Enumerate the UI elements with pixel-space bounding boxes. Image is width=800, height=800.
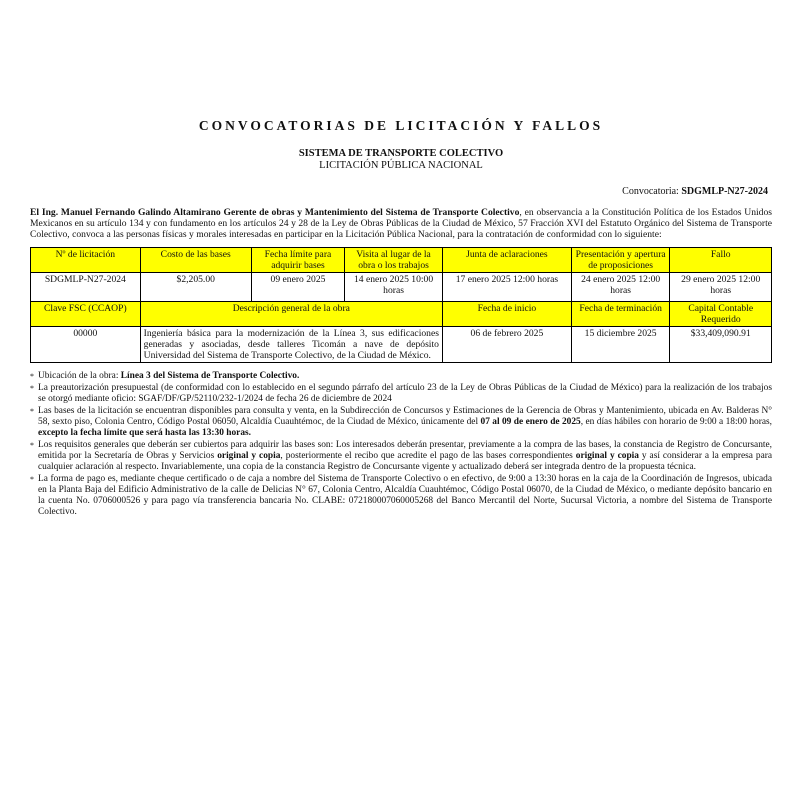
- header-cell: Fecha de inicio: [442, 301, 571, 326]
- header-cell: Fecha de terminación: [571, 301, 670, 326]
- table-cell: 17 enero 2025 12:00 horas: [442, 272, 571, 301]
- header-cell: Descripción general de la obra: [140, 301, 442, 326]
- convocatoria-label: Convocatoria:: [622, 186, 679, 197]
- note-text: La preautorización presupuestal (de conformidad con lo establecido en el segundo párrafo del artículo 23 de la Ley de Obras Públicas de la Ciudad de México) para la realización de los trabajos se otorgó mediante oficio: SGAF/DF/GP/52110/232-1/2024 de fecha 26 de diciembre de 2024: [38, 382, 772, 404]
- bullet-marker: *: [30, 474, 34, 484]
- licitacion-table: [30, 247, 772, 363]
- note-text: La forma de pago es, mediante cheque certificado o de caja a nombre del Sistema de Transporte Colectivo o en efectivo, de 9:00 a 13:30 horas en la caja de la Coordinación de Ingresos, ubicada en la Planta Baja del Edificio Administrativo de la calle de Delicias N° 67, Colonia Centro, Alcaldía Cuauhtémoc, Código Postal 06070, de la Ciudad de México, o mediante depósito bancario en la cuenta No. 0706000526 y para pago vía transferencia bancaria No. CLABE: 072180007060005268 del Banco Mercantil del Norte, Sucursal Victoria, a nombre del Sistema de Transporte Colectivo.: [38, 473, 772, 517]
- table-cell: 00000: [31, 326, 141, 362]
- header-cell: Presentación y apertura de proposiciones: [571, 247, 670, 272]
- note-bold-text: original y copia: [217, 450, 281, 461]
- intro-bold: El Ing. Manuel Fernando Galindo Altamirano Gerente de obras y Mantenimiento del Sistema de Transporte Colectivo: [30, 207, 520, 218]
- table-row: [31, 326, 772, 362]
- note-ubicacion: [30, 371, 772, 382]
- note-forma-pago: [30, 474, 772, 518]
- note-bold-text: 07 al 09 de enero de 2025: [480, 416, 581, 427]
- note-text: y así considerar a la empresa para cualquier aclaración al respecto. Invariablemente, una copia de la constancia Registro de Concursante vigente y actualizado deberá ser integrada dentro de la propuesta técnica.: [38, 450, 773, 472]
- table-cell: 09 enero 2025: [251, 272, 344, 301]
- note-text: , en días hábiles con horario de 9:00 a 18:00 horas,: [580, 416, 772, 427]
- header-cell: Junta de aclaraciones: [442, 247, 571, 272]
- document-page: [30, 118, 772, 519]
- page-title: CONVOCATORIAS DE LICITACIÓN Y FALLOS: [198, 118, 604, 133]
- note-text: , posteriormente el recibo que acredite el pago de las bases correspondientes: [280, 450, 576, 461]
- table-cell: 15 diciembre 2025: [571, 326, 670, 362]
- note-bold-text: original y copia: [575, 450, 639, 461]
- header-cell: Costo de las bases: [140, 247, 251, 272]
- header-cell: Clave FSC (CCAOP): [31, 301, 141, 326]
- bullet-marker: *: [30, 383, 34, 393]
- note-bold-text: Línea 3 del Sistema de Transporte Colectivo.: [120, 370, 300, 381]
- table-row: [31, 272, 772, 301]
- table-cell: $2,205.00: [140, 272, 251, 301]
- table-cell: 06 de febrero 2025: [442, 326, 571, 362]
- table-cell: 24 enero 2025 12:00 horas: [571, 272, 670, 301]
- note-preautorizacion: [30, 383, 772, 405]
- organismo-heading: SISTEMA DE TRANSPORTE COLECTIVO: [298, 148, 504, 159]
- note-text: Las bases de la licitación se encuentran disponibles para consulta y venta, en la Subdirección de Concursos y Estimaciones de la Gerencia de Obras y Mantenimiento, ubicada en Av. Balderas N° 58, sexto piso, Colonia Centro, Código Postal 06050, Alcaldía Cuauhtémoc, de la Ciudad de México, únicamente del: [38, 405, 772, 427]
- note-requisitos: [30, 440, 772, 473]
- notes-list: [30, 371, 772, 518]
- bullet-marker: *: [30, 371, 34, 381]
- convocatoria-number: SDGMLP-N27-2024: [681, 186, 768, 197]
- header-cell: Capital Contable Requerido: [670, 301, 772, 326]
- note-bases: [30, 406, 772, 439]
- intro-paragraph: [30, 207, 772, 241]
- table-cell: 29 enero 2025 12:00 horas: [670, 272, 772, 301]
- intro-text: , en observancia a la Constitución Política de los Estados Unidos Mexicanos en su artículo 134 y con fundamento en los artículos 24 y 28 de la Ley de Obras Públicas de la Ciudad de México, 57 Fracción XVI del Estatuto Orgánico del Sistema de Transporte Colectivo, convoca a las personas físicas y morales interesadas en participar en la Licitación Pública Nacional, para la contratación de conformidad con lo siguiente:: [30, 207, 772, 241]
- note-text: Ubicación de la obra:: [38, 370, 121, 381]
- header-cell: Fallo: [670, 247, 772, 272]
- bullet-marker: *: [30, 406, 34, 416]
- note-bold-text: excepto la fecha límite que será hasta las 13:30 horas.: [38, 427, 251, 438]
- table-header-row: [31, 301, 772, 326]
- table-header-row: [31, 247, 772, 272]
- licitacion-type: LICITACIÓN PÚBLICA NACIONAL: [319, 160, 483, 171]
- description-cell: Ingeniería básica para la modernización de la Línea 3, sus edificaciones generadas y asociadas, desde talleres Ticomán a nave de depósito Universidad del Sistema de Transporte Colectivo, de la Ciudad de México.: [140, 326, 442, 362]
- header-cell: Visita al lugar de la obra o los trabajos: [345, 247, 443, 272]
- header-cell: Fecha límite para adquirir bases: [251, 247, 344, 272]
- convocatoria-line: [30, 186, 768, 197]
- table-cell: $33,409,090.91: [670, 326, 772, 362]
- bullet-marker: *: [30, 440, 34, 450]
- table-cell: SDGMLP-N27-2024: [31, 272, 141, 301]
- table-cell: 14 enero 2025 10:00 horas: [345, 272, 443, 301]
- header-cell: Nº de licitación: [31, 247, 141, 272]
- note-text: Los requisitos generales que deberán ser cubiertos para adquirir las bases son: Los interesados deberán presentar, previamente a la compra de las bases, la constancia de Registro de Concursante, emitida por la Secretaría de Obras y Servicios: [38, 439, 772, 461]
